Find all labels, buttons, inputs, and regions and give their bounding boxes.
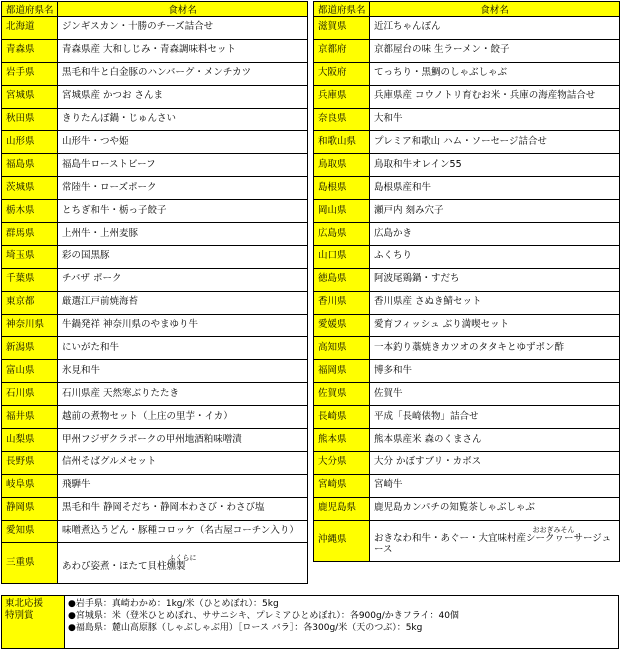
prefecture-cell: 愛知県: [2, 520, 58, 543]
table-row: [314, 223, 620, 246]
prefecture-cell: 群馬県: [2, 223, 58, 246]
prefecture-cell: 栃木県: [2, 200, 58, 223]
food-cell: 佐賀牛: [370, 383, 620, 406]
food-cell: 常陸牛・ローズポーク: [58, 177, 308, 200]
food-cell: 山形牛・つや姫: [58, 131, 308, 154]
table-row: [314, 406, 620, 429]
table-row: [2, 520, 308, 543]
prefecture-cell: 鳥取県: [314, 154, 370, 177]
food-cell: 彩の国黒豚: [58, 245, 308, 268]
table-row: [314, 383, 620, 406]
tohoku-special-prize-table: [1, 595, 619, 649]
table-row: [2, 200, 308, 223]
prefecture-cell: 北海道: [2, 17, 58, 40]
table-row: [314, 520, 620, 561]
prefecture-cell: 宮崎県: [314, 474, 370, 497]
food-cell: 熊本県産米 森のくまさん: [370, 429, 620, 452]
food-cell: 越前の煮物セット（上庄の里芋・イカ）: [58, 406, 308, 429]
prefecture-cell: 静岡県: [2, 497, 58, 520]
prefecture-cell: 熊本県: [314, 429, 370, 452]
table-row: [2, 337, 308, 360]
food-cell: 愛育フィッシュ ぶり満喫セット: [370, 314, 620, 337]
food-cell: 青森県産 大和しじみ・青森調味料セット: [58, 39, 308, 62]
table-row: [2, 360, 308, 383]
table-row: [2, 17, 308, 40]
table-row: [2, 268, 308, 291]
table-row: [314, 131, 620, 154]
prefecture-cell: 三重県: [2, 543, 58, 584]
prefecture-cell: 石川県: [2, 383, 58, 406]
special-prize-line: ●福島県：麓山高原豚（しゃぶしゃぶ用）［ロース バラ］：各300g/米（天のつぶ）：5kg: [68, 623, 423, 633]
food-name: あわび姿煮・ほたて貝柱燻製: [62, 561, 186, 573]
left-food-table: [1, 1, 308, 584]
food-cell: 兵庫県産 コウノトリ育むお米・兵庫の海産物詰合せ: [370, 85, 620, 108]
prefecture-cell: 岐阜県: [2, 474, 58, 497]
header-food: 食材名: [370, 2, 620, 17]
food-cell: 鹿児島カンパチの知覧茶しゃぶしゃぶ: [370, 497, 620, 520]
table-row: [2, 314, 308, 337]
header-food: 食材名: [58, 2, 308, 17]
table-row: [314, 497, 620, 520]
food-cell: 宮崎牛: [370, 474, 620, 497]
food-cell: 京都屋台の味 生ラーメン・餃子: [370, 39, 620, 62]
food-cell: 氷見和牛: [58, 360, 308, 383]
food-cell: 飛騨牛: [58, 474, 308, 497]
table-row: [2, 497, 308, 520]
right-food-table: [313, 1, 620, 562]
table-row: [2, 291, 308, 314]
table-row: [2, 383, 308, 406]
prefecture-cell: 山梨県: [2, 429, 58, 452]
food-cell: 黒毛和牛と白金豚のハンバーグ・メンチカツ: [58, 62, 308, 85]
table-row: [2, 154, 308, 177]
special-prize-content: [65, 596, 619, 649]
prefecture-cell: 京都府: [314, 39, 370, 62]
table-row: [314, 39, 620, 62]
table-row: [314, 17, 620, 40]
table-row: [314, 154, 620, 177]
prefecture-cell: 山口県: [314, 245, 370, 268]
table-row: [2, 406, 308, 429]
prefecture-cell: 広島県: [314, 223, 370, 246]
food-cell: プレミア和歌山 ハム・ソーセージ詰合せ: [370, 131, 620, 154]
prefecture-cell: 兵庫県: [314, 85, 370, 108]
food-cell: 阿波尾鶏鍋・すだち: [370, 268, 620, 291]
prefecture-cell: 福島県: [2, 154, 58, 177]
prefecture-cell: 香川県: [314, 291, 370, 314]
food-cell: 近江ちゃんぽん: [370, 17, 620, 40]
table-row: [2, 177, 308, 200]
prefecture-cell: 長崎県: [314, 406, 370, 429]
food-cell: 甲州フジザクラポークの甲州地酒粕味噌漬: [58, 429, 308, 452]
prefecture-cell: 徳島県: [314, 268, 370, 291]
table-row: [2, 451, 308, 474]
ruby-reading: おおぎみそん: [532, 525, 575, 534]
prefecture-cell: 岡山県: [314, 200, 370, 223]
table-row: [2, 62, 308, 85]
table-row: [314, 200, 620, 223]
table-row: [2, 429, 308, 452]
food-cell: 瀬戸内 刻み穴子: [370, 200, 620, 223]
prefecture-cell: 岩手県: [2, 62, 58, 85]
prefecture-cell: 東京都: [2, 291, 58, 314]
table-row: [2, 474, 308, 497]
prefecture-cell: 大阪府: [314, 62, 370, 85]
food-cell: 厳選江戸前焼海苔: [58, 291, 308, 314]
food-cell: 味噌煮込うどん・豚種コロッケ（名古屋コーチン入り）: [58, 520, 308, 543]
food-cell: とちぎ和牛・栃っ子餃子: [58, 200, 308, 223]
special-prize-line: ●宮城県：米（登米ひとめぼれ、ササニシキ、プレミアひとめぼれ）：各900g/かきフライ：40個: [68, 611, 459, 621]
food-cell: 広島かき: [370, 223, 620, 246]
header-prefecture: 都道府県名: [314, 2, 370, 17]
food-cell: [58, 543, 308, 584]
table-row: [314, 245, 620, 268]
food-cell: 大分 かぼすブリ・カボス: [370, 451, 620, 474]
prefecture-cell: 高知県: [314, 337, 370, 360]
prefecture-cell: 青森県: [2, 39, 58, 62]
food-cell: チバザ ポーク: [58, 268, 308, 291]
prefecture-cell: 佐賀県: [314, 383, 370, 406]
prefecture-cell: 神奈川県: [2, 314, 58, 337]
food-cell: ふくちり: [370, 245, 620, 268]
table-row: [314, 314, 620, 337]
table-row: [314, 85, 620, 108]
food-cell: 一本釣り藁焼きカツオのタタキとゆずポン酢: [370, 337, 620, 360]
food-cell: 大和牛: [370, 108, 620, 131]
ruby-reading: ふくらに: [168, 554, 197, 563]
food-cell: 島根県産和牛: [370, 177, 620, 200]
food-name: おきなわ和牛・あぐー・大宜味村産シークヮーサージュース: [374, 532, 612, 555]
table-row: [2, 245, 308, 268]
food-cell: 黒毛和牛 静岡そだち・静岡本わさび・わさび塩: [58, 497, 308, 520]
prefecture-cell: 山形県: [2, 131, 58, 154]
food-cell: にいがた和牛: [58, 337, 308, 360]
table-row: [2, 223, 308, 246]
table-row: [2, 108, 308, 131]
food-cell: 平成「長崎俵物」詰合せ: [370, 406, 620, 429]
food-cell: 香川県産 さぬき鯖セット: [370, 291, 620, 314]
food-cell: きりたんぽ鍋・じゅんさい: [58, 108, 308, 131]
food-cell: 鳥取和牛オレイン55: [370, 154, 620, 177]
food-cell: 信州そばグルメセット: [58, 451, 308, 474]
table-row: [314, 429, 620, 452]
table-row: [2, 543, 308, 584]
prefecture-cell: 福岡県: [314, 360, 370, 383]
prefecture-cell: 滋賀県: [314, 17, 370, 40]
food-cell: ジンギスカン・十勝のチーズ詰合せ: [58, 17, 308, 40]
prefecture-cell: 沖縄県: [314, 520, 370, 561]
table-row: [2, 131, 308, 154]
table-row: [314, 62, 620, 85]
prefecture-cell: 埼玉県: [2, 245, 58, 268]
prefecture-cell: 鹿児島県: [314, 497, 370, 520]
table-row: [2, 85, 308, 108]
prefecture-cell: 長野県: [2, 451, 58, 474]
table-row: [314, 177, 620, 200]
prefecture-cell: 宮城県: [2, 85, 58, 108]
special-prize-label: [2, 596, 65, 649]
prefecture-cell: 和歌山県: [314, 131, 370, 154]
prefecture-cell: 福井県: [2, 406, 58, 429]
prefecture-cell: 秋田県: [2, 108, 58, 131]
prefecture-cell: 新潟県: [2, 337, 58, 360]
table-row: [314, 291, 620, 314]
food-cell: 福島牛ローストビーフ: [58, 154, 308, 177]
table-row: [314, 474, 620, 497]
food-cell: 牛鍋発祥 神奈川県のやまゆり牛: [58, 314, 308, 337]
food-cell: 博多和牛: [370, 360, 620, 383]
table-row: [314, 360, 620, 383]
food-cell: 宮城県産 かつお さんま: [58, 85, 308, 108]
table-row: [314, 337, 620, 360]
table-row: [314, 451, 620, 474]
table-row: [2, 39, 308, 62]
table-row: [314, 268, 620, 291]
prefecture-cell: 島根県: [314, 177, 370, 200]
prefecture-cell: 富山県: [2, 360, 58, 383]
prefecture-cell: 大分県: [314, 451, 370, 474]
header-prefecture: 都道府県名: [2, 2, 58, 17]
prefecture-cell: 奈良県: [314, 108, 370, 131]
special-prize-label-line2: 特別賞: [5, 610, 34, 621]
food-cell: 石川県産 天然寒ぶりたたき: [58, 383, 308, 406]
food-cell: [370, 520, 620, 561]
special-prize-label-line1: 東北応援: [5, 598, 44, 609]
prefecture-cell: 千葉県: [2, 268, 58, 291]
special-prize-line: ●岩手県：真崎わかめ：1kg/米（ひとめぼれ）：5kg: [68, 599, 279, 609]
table-row: [314, 108, 620, 131]
food-cell: 上州牛・上州麦豚: [58, 223, 308, 246]
prefecture-cell: 茨城県: [2, 177, 58, 200]
food-cell: てっちり・黒鯛のしゃぶしゃぶ: [370, 62, 620, 85]
prefecture-cell: 愛媛県: [314, 314, 370, 337]
